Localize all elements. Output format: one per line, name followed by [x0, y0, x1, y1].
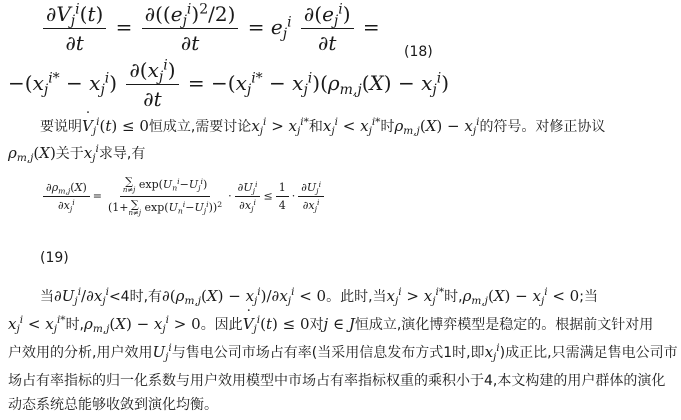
- frac-one-quarter: $\frac{1}{4}$: [276, 181, 289, 212]
- equation-number-19: (19): [40, 250, 69, 266]
- para1-line2: $\rho_{m,j}(X)$关于$x_j^i$求导,有: [8, 143, 146, 165]
- frac-dU-dx: $\frac{\partial U_j^i}{\partial x_j^i}$: [235, 181, 261, 212]
- equation-number-18: (18): [404, 44, 433, 60]
- para2-line4: 场占有率指标的归一化系数与用户效用模型中市场占有率指标权重的乘积小于4,本文构建的用户群体的演化: [8, 373, 666, 389]
- frac-dx-dt: $\frac{\partial(x_j^i)}{\partial t}$: [126, 58, 178, 111]
- para2-line5: 动态系统总能够收敛到演化均衡。: [8, 397, 218, 413]
- para2-line2: $x_j^i < x_j^{i*}$时$,\rho_{m,j}(X) - x_j^i > 0$。因此˙ $V_j^i(t) \le 0$对j ∈ J恒成立,演化博弈模型是稳定的。根据前文针对用: [8, 314, 653, 334]
- frac-de-dt: $\frac{\partial(e_j^i)}{\partial t}$: [301, 2, 354, 55]
- para2-line3: 户效用的分析,用户效用$U_j^i$与售电公司市场占有率(当采用信息发布方式1时,即$x_j^i$)成正比,只需满足售电公司市: [8, 342, 678, 364]
- frac-drho-dx: $\frac{\partial\rho_{m,j}(X)}{\partial x_j^i}$: [43, 181, 90, 212]
- eq18-line2: $-(x_j^{i*} - x_j^i)$ $\frac{\partial(x_j^i)}{\partial t}$ = $-(x_j^{i*} - x_j^i)(\rho_{m,j}(X) - x_j^i)$: [8, 57, 449, 111]
- frac-softmax-derivative: ∑ n≠j $\exp(U_n^i-U_j^i)$ (1+ ∑ n≠j $\exp(U_n^i-U_j^i))^2$: [107, 175, 223, 217]
- para1-line1: 要说明˙ $V_j^i(t) \le 0$恒成立,需要讨论$x_j^i > x_j^{i*}$和$x_j^i < x_j^{i*}$时$\rho_{m,j}(X) - x_j^i$的符号。对修正协议: [40, 116, 605, 136]
- para2-line1: 当$\partial U_j^i/\partial x_j^i<4$时,有$\partial(\rho_{m,j}(X) - x_j^i)/\partial x_j^i < 0$。此时,当$x_j^i > x_j^{i*}$时$,\rho_{m,j}(X) - x_j^i < 0$;当: [40, 286, 598, 308]
- frac-dU-dx-bound: $\frac{\partial U_j^i}{\partial x_j^i}$: [298, 181, 324, 212]
- eq18-line1: $\frac{\partial˙ V_j^i(t)}{\partial t}$ = $\frac{\partial((e_j^i)^2/2)}{\partial t}$ = $e_j^i$ $\frac{\partial(e_j^i)}{\partial t}$ =: [40, 2, 380, 55]
- frac-dV-dt: $\frac{\partial˙ V_j^i(t)}{\partial t}$: [43, 2, 106, 55]
- frac-de2-dt: $\frac{\partial((e_j^i)^2/2)}{\partial t}$: [142, 2, 239, 55]
- eq19-body: $\frac{\partial\rho_{m,j}(X)}{\partial x_j^i}$ = ∑ n≠j $\exp(U_n^i-U_j^i)$ (1+ ∑ n≠j $\exp(U_n^i-U_j^i))^2$ · $\frac{\partial U_j^i}{\partial x_j^i}$ ≤ $\frac{1}{4}$ · $\frac{\partial U_j^i}{\partial x_j^i}$: [40, 176, 327, 217]
